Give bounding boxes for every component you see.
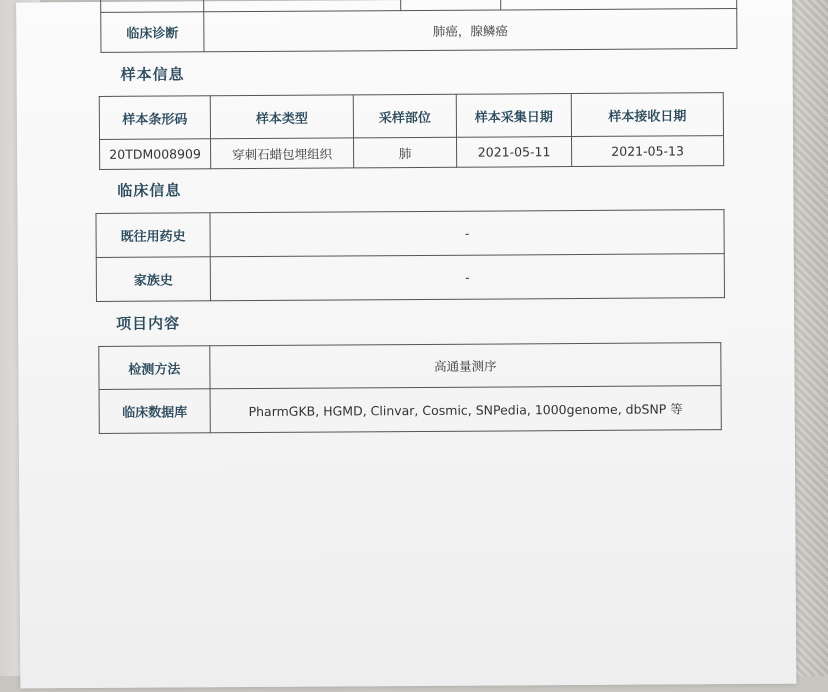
sample-collect-date: 2021-05-11 bbox=[457, 137, 572, 168]
sample-header-barcode: 样本条形码 bbox=[99, 96, 210, 140]
sample-header-site: 采样部位 bbox=[353, 94, 456, 138]
diagnosis-label: 临床诊断 bbox=[101, 12, 204, 53]
clinical-database-value: PharmGKB, HGMD, Clinvar, Cosmic, SNPedia, 1000genome, dbSNP 等 bbox=[210, 386, 721, 433]
detection-method-label: 检测方法 bbox=[99, 346, 210, 390]
clinical-row bbox=[96, 210, 724, 258]
family-history-value: - bbox=[210, 254, 724, 301]
clinical-database-label: 临床数据库 bbox=[99, 389, 210, 434]
project-table bbox=[98, 342, 722, 434]
clinical-section-title: 临床信息 bbox=[117, 181, 182, 200]
sample-data-row bbox=[100, 136, 724, 170]
diagnosis-top-cell bbox=[100, 0, 203, 12]
diagnosis-row bbox=[101, 9, 737, 53]
diagnosis-table bbox=[100, 0, 738, 53]
sample-barcode: 20TDM008909 bbox=[100, 139, 211, 170]
detection-method-value: 高通量测序 bbox=[210, 343, 721, 389]
family-history-label: 家族史 bbox=[96, 257, 210, 302]
project-row bbox=[99, 386, 721, 434]
sample-type: 穿刺石蜡包埋组织 bbox=[211, 138, 354, 169]
sample-table bbox=[99, 92, 724, 170]
project-section-title: 项目内容 bbox=[116, 314, 181, 333]
diagnosis-top-cell bbox=[400, 0, 500, 11]
sample-site: 肺 bbox=[354, 137, 457, 168]
sample-header-receive-date: 样本接收日期 bbox=[571, 93, 723, 137]
sample-header-row bbox=[99, 93, 723, 140]
medication-history-label: 既往用药史 bbox=[96, 213, 210, 258]
sample-section-title: 样本信息 bbox=[120, 65, 185, 84]
sample-header-type: 样本类型 bbox=[210, 95, 353, 139]
sample-header-collect-date: 样本采集日期 bbox=[456, 94, 571, 138]
medication-history-value: - bbox=[210, 210, 724, 257]
diagnosis-value: 肺癌，腺鳞癌 bbox=[204, 9, 737, 52]
report-page bbox=[16, 0, 796, 688]
project-row bbox=[99, 343, 721, 390]
clinical-table bbox=[95, 209, 725, 302]
clinical-row bbox=[96, 254, 724, 302]
sample-receive-date: 2021-05-13 bbox=[572, 136, 724, 167]
